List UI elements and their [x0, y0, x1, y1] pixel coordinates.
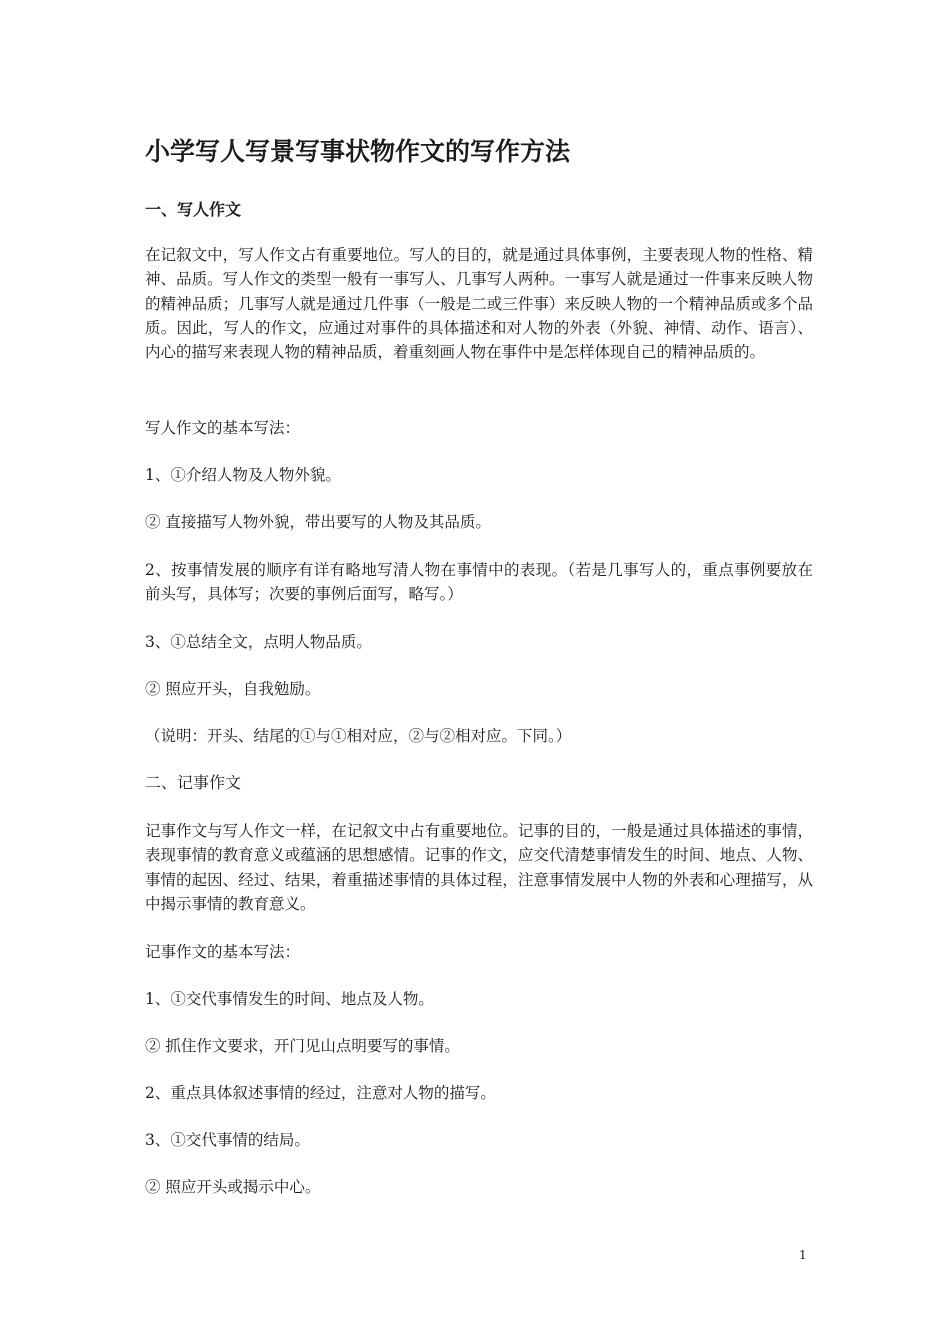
section-heading-writing-people: 一、写人作文 [145, 200, 242, 219]
section1-note: （说明：开头、结尾的①与①相对应，②与②相对应。下同。） [145, 727, 572, 745]
page-number: 1 [799, 1248, 807, 1262]
section2-step1a: 1、①交代事情发生的时间、地点及人物。 [145, 990, 434, 1008]
document-title: 小学写人写景写事状物作文的写作方法 [145, 137, 571, 166]
section1-methods-label: 写人作文的基本写法： [145, 419, 301, 437]
section2-step1b: ② 抓住作文要求，开门见山点明要写的事情。 [145, 1037, 460, 1055]
section2-methods-label: 记事作文的基本写法： [145, 943, 301, 961]
section1-step3a: 3、①总结全文，点明人物品质。 [145, 633, 372, 651]
section2-intro-paragraph: 记事作文与写人作文一样，在记叙文中占有重要地位。记事的目的，一般是通过具体描述的事情，表现事情的教育意义或蕴涵的思想感情。记事的作文，应交代清楚事情发生的时间、地点、人物、事情的起因、经过、结果，着重描述事情的具体过程，注意事情发展中人物的外表和心理描写，从中揭示事情的教育意义。 [145, 822, 813, 913]
section2-step2: 2、重点具体叙述事情的经过，注意对人物的描写。 [145, 1084, 496, 1102]
section1-step3b: ② 照应开头，自我勉励。 [145, 680, 321, 698]
section1-step2: 2、按事情发展的顺序有详有略地写清人物在事情中的表现。（若是几事写人的，重点事例要放在前头写，具体写；次要的事例后面写，略写。） [145, 561, 813, 604]
section1-step1b: ② 直接描写人物外貌，带出要写的人物及其品质。 [145, 513, 491, 531]
section1-intro-paragraph: 在记叙文中，写人作文占有重要地位。写人的目的，就是通过具体事例，主要表现人物的性格、精神、品质。写人作文的类型一般有一事写人、几事写人两种。一事写人就是通过一件事来反映人物的精神品质；几事写人就是通过几件事（一般是二或三件事）来反映人物的一个精神品质或多个品质。因此，写人的作文，应通过对事件的具体描述和对人物的外表（外貌、神情、动作、语言）、内心的描写来表现人物的精神品质，着重刻画人物在事件中是怎样体现自己的精神品质的。 [145, 246, 813, 362]
section1-step1a: 1、①介绍人物及人物外貌。 [145, 466, 341, 484]
section2-step3b: ② 照应开头或揭示中心。 [145, 1178, 321, 1196]
section2-step3a: 3、①交代事情的结局。 [145, 1131, 310, 1149]
section-heading-writing-events: 二、记事作文 [145, 773, 242, 792]
